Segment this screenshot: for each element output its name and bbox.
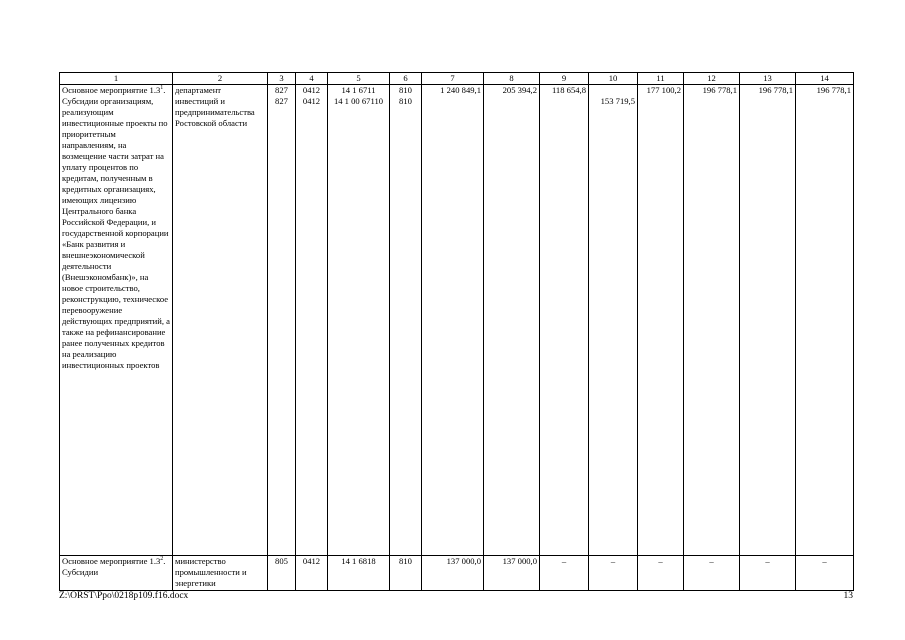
total-cell: 137 000,0 [422, 556, 484, 591]
table-row [60, 556, 854, 591]
year-value-cell: 196 778,1 [796, 85, 854, 556]
rzpr-value: 0412 [302, 85, 321, 95]
vr-cell: 810 [390, 556, 422, 591]
table-header-row [60, 73, 854, 85]
budget-table [59, 72, 854, 591]
grbs-cell: 805 [268, 556, 296, 591]
header-cell: 7 [422, 73, 484, 85]
year-value-cell: 177 100,2 [638, 85, 684, 556]
header-cell: 8 [484, 73, 540, 85]
rzpr-cell [296, 85, 328, 556]
grbs-value: 827 [275, 85, 288, 95]
table-row [60, 85, 854, 556]
measure-name-text: . Субсидии [62, 556, 166, 577]
year-value-cell: – [684, 556, 740, 591]
csr-cell [328, 85, 390, 556]
header-cell: 2 [173, 73, 268, 85]
header-cell: 14 [796, 73, 854, 85]
measure-name-wrap [62, 556, 170, 578]
executor-cell: департамент инвестиций и предпринимательства Ростовской области [173, 85, 268, 556]
vr-value: 810 [399, 85, 412, 95]
csr-value: 14 1 6711 [341, 85, 376, 95]
year-value-cell: – [796, 556, 854, 591]
year-value-cell: – [638, 556, 684, 591]
header-cell: 3 [268, 73, 296, 85]
footnote-mark: 1 [160, 85, 164, 92]
year-value-cell: 118 654,8 [540, 85, 589, 556]
grbs-cell [268, 85, 296, 556]
year-value-cell [589, 85, 638, 556]
rzpr-cell: 0412 [296, 556, 328, 591]
footnote-mark: 2 [160, 556, 164, 563]
header-cell: 1 [60, 73, 173, 85]
executor-text: министерство промышленности и энергетики [175, 556, 247, 588]
executor-cell [173, 556, 268, 591]
year-value-cell: 196 778,1 [740, 85, 796, 556]
year-value-cell: 196 778,1 [684, 85, 740, 556]
header-cell: 12 [684, 73, 740, 85]
year-value: 153 719,5 [600, 96, 635, 106]
measure-name-text: . Субсидии организациям, реализующим инвестиционные проекты по приоритетным направлениям, на возмещение части затрат на уплату процентов по кредитам, полученным в кредитных организациях, имеющих лицензию Центрального банка Российской Федерации, и государственной корпорации «Банк развития и внешнеэкономической деятельности (Внешэкономбанк)», на новое строительство, реконструкцию, техническое перевооружение действующих предприятий, а также на рефинансирование ранее полученных кредитов на реализацию инвестиционных проектов [62, 85, 170, 370]
csr-value: 14 1 00 67110 [333, 96, 384, 106]
measure-name-prefix: Основное мероприятие 1.3 [62, 85, 161, 95]
vr-value: 810 [399, 96, 412, 106]
measure-name-cell [60, 556, 173, 591]
grbs-value: 827 [275, 96, 288, 106]
csr-cell: 14 1 6818 [328, 556, 390, 591]
header-cell: 5 [328, 73, 390, 85]
year-value-cell: 137 000,0 [484, 556, 540, 591]
page-number: 13 [843, 591, 853, 601]
total-cell: 1 240 849,1 [422, 85, 484, 556]
year-value-cell: 205 394,2 [484, 85, 540, 556]
year-value-cell: – [540, 556, 589, 591]
header-cell: 11 [638, 73, 684, 85]
header-cell: 6 [390, 73, 422, 85]
header-cell: 10 [589, 73, 638, 85]
year-value-cell: – [589, 556, 638, 591]
vr-cell [390, 85, 422, 556]
year-value-cell: – [740, 556, 796, 591]
measure-name-prefix: Основное мероприятие 1.3 [62, 556, 161, 566]
header-cell: 4 [296, 73, 328, 85]
header-cell: 13 [740, 73, 796, 85]
footer-file-path: Z:\ORST\Ppo\0218p109.f16.docx [59, 591, 189, 601]
year-value [591, 85, 635, 96]
rzpr-value: 0412 [302, 96, 321, 106]
measure-name-cell [60, 85, 173, 556]
header-cell: 9 [540, 73, 589, 85]
